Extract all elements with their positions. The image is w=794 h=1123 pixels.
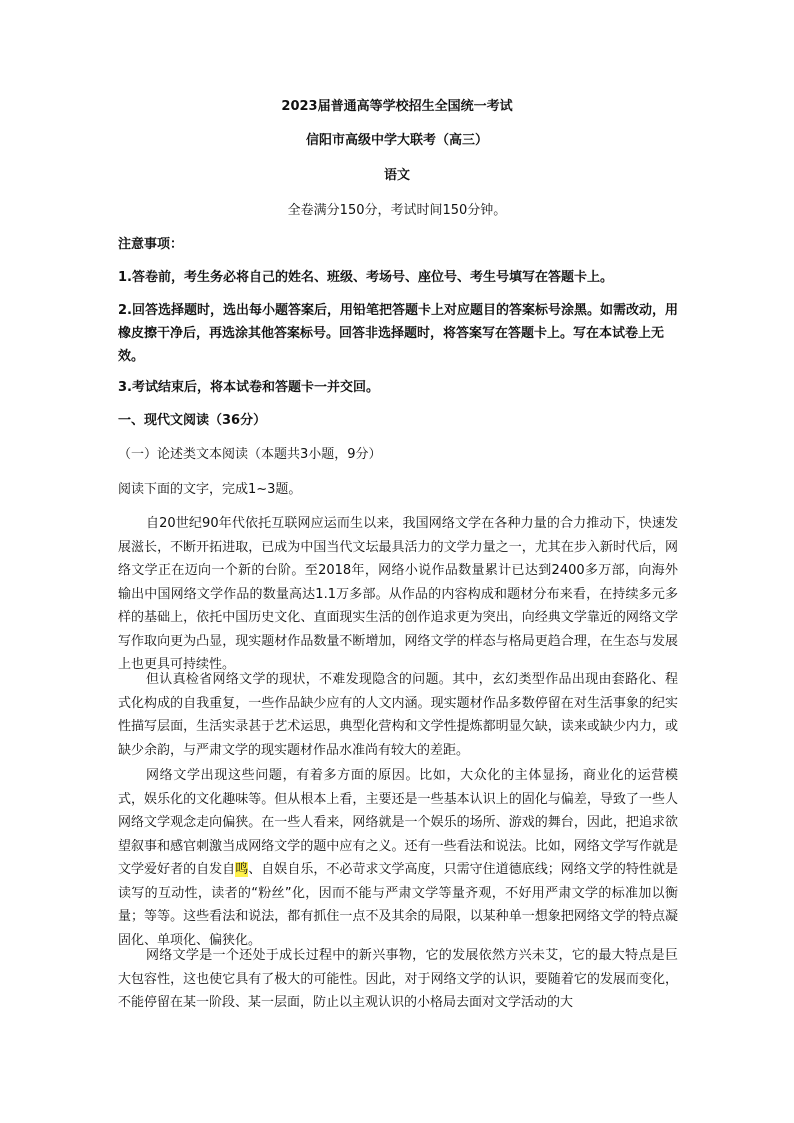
passage-paragraph-4: 网络文学是一个还处于成长过程中的新兴事物，它的发展依然方兴未艾，它的最大特点是巨大包容性，这也使它具有了极大的可能性。因此，对于网络文学的认识，要随着它的发展而变化，不能停留在某一阶段、某一层面，防止以主观认识的小格局去面对文学活动的大 [118,948,678,1010]
exam-title: 2023届普通高等学校招生全国统一考试 [281,99,513,114]
notes-item-1: 1.答卷前，考生务必将自己的姓名、班级、考场号、座位号、考生号填写在答题卡上。 [118,270,613,285]
highlighted-character: 鸣 [235,862,249,877]
paragraph-3-text-a: 网络文学出现这些问题，有着多方面的原因。比如，大众化的主体显扬，商业化的运营模式，娱乐化的文化趣味等。但从根本上看，主要还是一些基本认识上的固化与偏差，导致了一些人网络文学观念走向偏狭。在一些人看来，网络就是一个娱乐的场所、游戏的舞台，因此，把追求欲望叙事和感官刺激当成网络文学的题中应有之义。还有一些看法和说法。比如，网络文学写作就是文学爱好者的自发自 [118,768,678,877]
section-title: 一、现代文阅读（36分） [118,413,267,428]
notes-heading: 注意事项： [118,237,184,252]
exam-subtitle: 信阳市高级中学大联考（高三） [305,133,488,148]
reading-instruction: 阅读下面的文字，完成1~3题。 [118,482,302,497]
passage-paragraph-2: 但认真检省网络文学的现状，不难发现隐含的问题。其中，玄幻类型作品出现由套路化、程式化构成的自我重复，一些作品缺少应有的人文内涵。现实题材作品多数停留在对生活事象的纪实性描写层面，生活实录甚于艺术运思，典型化营构和文学性提炼都明显欠缺，读来或缺少内力，或缺少余韵，与严肃文学的现实题材作品水准尚有较大的差距。 [118,672,678,758]
passage-paragraph-3 [118,764,678,952]
section-subtitle: （一）论述类文本阅读（本题共3小题，9分） [118,447,382,462]
passage-paragraph-1: 自20世纪90年代依托互联网应运而生以来，我国网络文学在各种力量的合力推动下，快速发展滋长，不断开拓进取，已成为中国当代文坛最具活力的文学力量之一，尤其在步入新时代后，网络文学正在迈向一个新的台阶。至2018年，网络小说作品数量累计已达到2400多万部，向海外输出中国网络文学作品的数量高达1.1万多部。从作品的内容构成和题材分布来看，在持续多元多样的基础上，依托中国历史文化、直面现实生活的创作追求更为突出，向经典文学靠近的网络文学写作取向更为凸显，现实题材作品数量不断增加，网络文学的样态与格局更趋合理，在生态与发展上也更具可持续性。 [118,516,678,672]
notes-item-3: 3.考试结束后，将本试卷和答题卡一并交回。 [118,380,379,395]
score-time-note: 全卷满分150分，考试时间150分钟。 [287,203,507,218]
notes-item-2: 2.回答选择题时，选出每小题答案后，用铅笔把答题卡上对应题目的答案标号涂黑。如需改动，用橡皮擦干净后，再选涂其他答案标号。回答非选择题时，将答案写在答题卡上。写在本试卷上无效。 [118,303,678,364]
paragraph-3-text-b: 、自娱自乐，不必苛求文学高度，只需守住道德底线；网络文学的特性就是读写的互动性，读者的“粉丝”化，因而不能与严肃文学等量齐观，不好用严肃文学的标准加以衡量；等等。这些看法和说法，都有抓住一点不及其余的局限，以某种单一想象把网络文学的特点凝固化、单项化、偏狭化。 [118,862,678,948]
subject-title: 语文 [383,168,410,183]
